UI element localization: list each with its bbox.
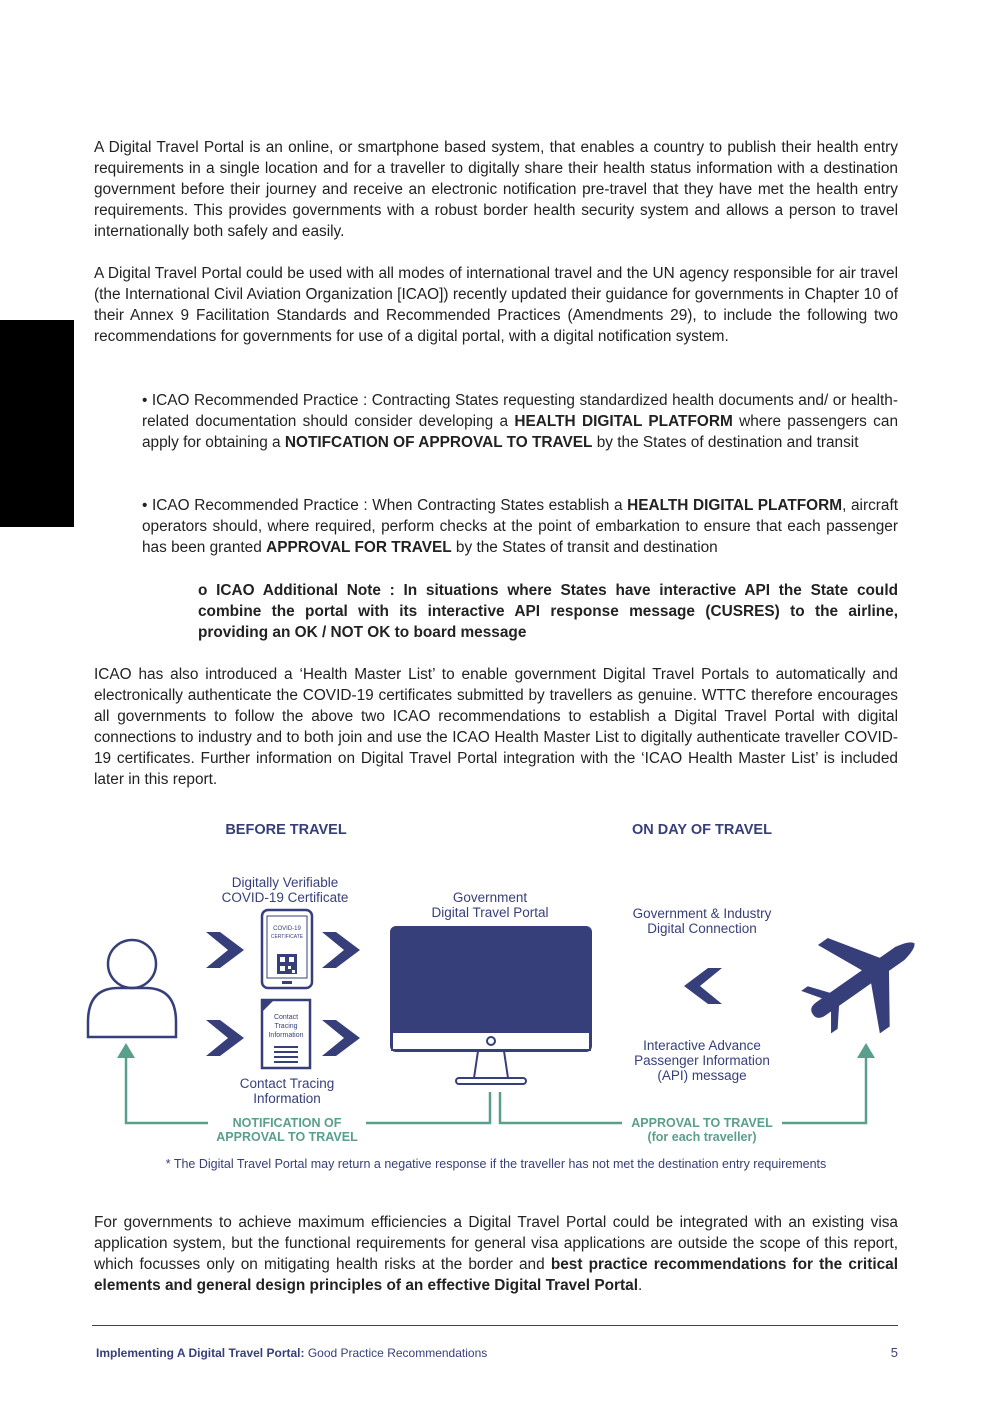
paragraph-icao: A Digital Travel Portal could be used with all modes of international travel and the UN agency responsible for air travel (the International Civil Aviation Organization [ICAO]) recently updated their guidance for governments in Chapter 10 of their Annex 9 Facilitation Standards and Recommended Practices (Amendments 29), to include the following two recommendations for governments for use of a digital portal, with a digital notification system. — [94, 265, 898, 345]
paragraph-health-master-list: ICAO has also introduced a ‘Health Master List’ to enable government Digital Travel Portals to automatically and electronically authenticate the COVID-19 certificates submitted by travellers as genuine. WTTC therefore encourages all governments to follow the above two ICAO recommendations to establish a Digital Travel Portal with digital connections to industry and to both join and use the ICAO Health Master List to digitally authenticate traveller COVID-19 certificates. Further information on Digital Travel Portal integration with the ‘ICAO Health Master List’ is included later in this report. — [94, 666, 898, 788]
icao-additional-note: o ICAO Additional Note : In situations where States have interactive API the State could combine the portal with its interactive API response message (CUSRES) to the airline, providing an OK / NOT OK to board message — [198, 582, 898, 641]
contact-tracing-document-icon — [262, 1000, 310, 1068]
bullet-icao-practice-1: • ICAO Recommended Practice : Contracting States requesting standardized health documents and/ or health-related documentation should consider developing a HEALTH DIGITAL PLATFORM where passengers can apply for obtaining a NOTIFCATION OF APPROVAL TO TRAVEL by the States of destination and transit — [142, 392, 899, 451]
paragraph-intro: A Digital Travel Portal is an online, or smartphone based system, that enables a country to publish their health entry requirements in a single location and for a traveller to digitally share their health status information with a destination government before their journey and receive an electronic notification pre-travel that they have met the health entry requirements. This provides governments with a robust border health security system and allows a person to travel internationally both safely and easily. — [94, 139, 898, 240]
api-message-label: Interactive Advance Passenger Information (API) message — [634, 1038, 770, 1083]
footer-report-title: Implementing A Digital Travel Portal: Good Practice Recommendations — [96, 1346, 488, 1360]
approval-flow-lines — [126, 1057, 866, 1123]
chevron-right-icon — [206, 1020, 244, 1056]
cert-card-text-1: COVID-19 — [273, 926, 301, 932]
approval-to-travel-label: APPROVAL TO TRAVEL (for each traveller) — [622, 1116, 782, 1144]
notification-of-approval-label: NOTIFICATION OF APPROVAL TO TRAVEL — [208, 1116, 366, 1144]
footer-divider — [92, 1325, 898, 1326]
arrow-up-icon — [117, 1043, 135, 1058]
arrow-up-icon — [857, 1043, 875, 1058]
chevron-right-icon — [322, 932, 360, 968]
certificate-label: Digitally Verifiable COVID-19 Certificate — [221, 875, 349, 905]
airplane-icon — [782, 899, 946, 1059]
day-of-travel-heading: ON DAY OF TRAVEL — [632, 822, 772, 838]
qr-code-icon — [277, 954, 297, 974]
portal-monitor-icon — [390, 926, 592, 1084]
gov-industry-label: Government & Industry Digital Connection — [632, 906, 772, 936]
bullet-icao-practice-2: • ICAO Recommended Practice : When Contracting States establish a HEALTH DIGITAL PLATFORM, aircraft operators should, where required, perform checks at the point of embarkation to ensure that each passenger has been granted APPROVAL FOR TRAVEL by the States of transit and destination — [142, 497, 899, 556]
paragraph-visa-integration: For governments to achieve maximum efficiencies a Digital Travel Portal could be integrated with an existing visa application system, but the functional requirements for general visa applications are outside the scope of this report, which focusses only on mitigating health risks at the border and best practice recommendations for the critical elements and general design principles of an effective Digital Travel Portal. — [94, 1214, 898, 1294]
before-travel-heading: BEFORE TRAVEL — [225, 822, 347, 838]
traveller-person-icon — [88, 940, 176, 1037]
contact-tracing-label: Contact Tracing Information — [239, 1076, 335, 1106]
diagram-footnote: * The Digital Travel Portal may return a negative response if the traveller has not met the destination entry requirements — [165, 1157, 827, 1171]
cert-card-text-2: CERTIFICATE — [270, 934, 304, 940]
page-number: 5 — [890, 1345, 898, 1360]
portal-label: Government Digital Travel Portal — [431, 890, 549, 920]
tracing-doc-text-2: Tracing — [274, 1023, 298, 1030]
tracing-doc-text-3: Information — [268, 1032, 304, 1039]
chevron-right-icon — [322, 1020, 360, 1056]
chevron-left-icon — [684, 968, 722, 1004]
chevron-right-icon — [206, 932, 244, 968]
certificate-phone-icon — [262, 910, 312, 988]
tracing-doc-text-1: Contact — [273, 1014, 299, 1021]
